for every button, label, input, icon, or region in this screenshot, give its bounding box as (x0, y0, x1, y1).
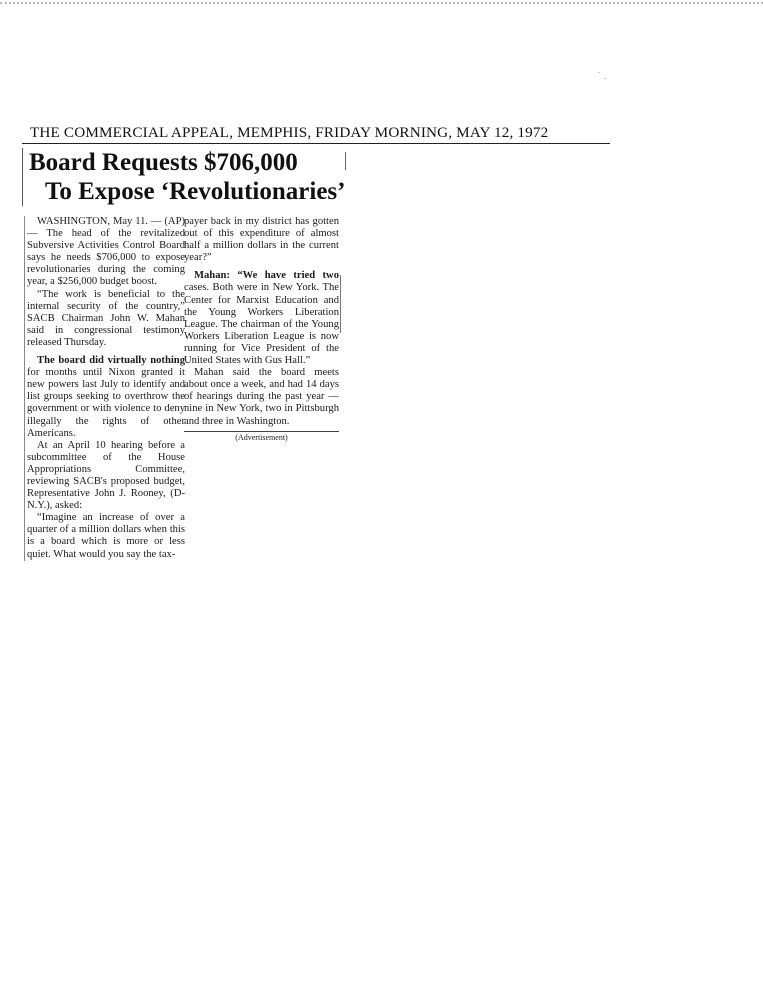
paragraph: WASHINGTON, May 11. — (AP) — The head of the revitalized Subversive Activities Control Board says he needs $706,000 to expose revolutionaries during the coming year, a $256,000 budget boost. (27, 216, 185, 288)
paragraph-text: for months until Nixon granted it new powers last July to identify and list groups seeking to overthrow the government or with violence to deny illegally the rights of other Americans. (27, 367, 185, 439)
top-dotted-border (0, 2, 763, 4)
headline-line-2: To Expose ‘Revolutionaries’ (45, 178, 346, 205)
article-body (22, 216, 612, 686)
newspaper-clipping (22, 124, 612, 686)
paragraph-text: cases. Both were in New York. The Center for Marxist Education and the Young Workers Liberation League. The chairman of the Young Workers Liberation League is now running for Vice President of the United States with Gus Hall.” (184, 282, 339, 367)
bold-lead: The board did virtually nothing (37, 355, 185, 367)
clipping-edge-rule (340, 275, 341, 333)
paragraph (27, 355, 185, 440)
paragraph: Mahan said the board meets about once a week, and had 14 days of hearings during the past year — nine in New York, two in Pittsburgh and three in Washington. (184, 367, 339, 427)
headline-block (22, 148, 349, 206)
masthead: THE COMMERCIAL APPEAL, MEMPHIS, FRIDAY MORNING, MAY 12, 1972 (30, 124, 549, 141)
masthead-rule (22, 143, 610, 144)
paragraph: “The work is beneficial to the internal security of the country,” SACB Chairman John W. Mahan said in congressional testimony released Thursday. (27, 288, 185, 348)
scan-speck (604, 78, 606, 79)
headline-line-1: Board Requests $706,000 (29, 149, 298, 176)
advertisement-label: (Advertisement) (235, 432, 288, 442)
scan-speck (598, 72, 600, 73)
advertisement-rule (184, 431, 339, 432)
headline-side-rule (345, 152, 346, 170)
bold-lead: Mahan: “We have tried two (194, 270, 339, 282)
article-column-right (184, 216, 339, 443)
article-column-left (24, 216, 185, 561)
paragraph: At an April 10 hearing before a subcommittee of the House Appropriations Committee, reviewing SACB's proposed budget, Representative John J. Rooney, (D-N.Y.), asked: (27, 439, 185, 512)
paragraph: payer back in my district has gotten out of this expenditure of almost half a million dollars in the current year?” (184, 216, 339, 264)
paragraph: “Imagine an increase of over a quarter of a million dollars when this is a board which is more or less quiet. What would you say the tax- (27, 512, 185, 560)
paragraph (184, 270, 339, 367)
